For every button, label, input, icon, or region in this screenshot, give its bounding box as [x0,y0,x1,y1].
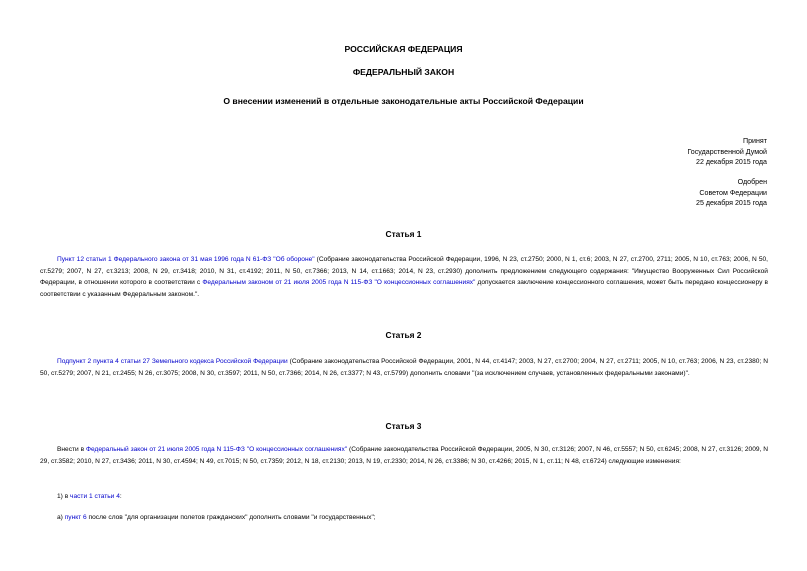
article-3-text-0: Внести в [57,446,86,453]
article-1-heading: Статья 1 [385,229,422,239]
article-3-paragraph [40,444,768,467]
item-a-suffix: после слов "для организации полетов гражданских" дополнить словами "и государственных"; [86,514,376,521]
amendment-item-a [57,512,376,524]
law-type-heading: ФЕДЕРАЛЬНЫЙ ЗАКОН [352,67,455,77]
article-2-text-1: (Собрание законодательства Российской Федерации, 2001, N 44, ст.4147; 2003, N 27, ст.2700; 2004, N 27, ст.2711; 2005, N 10, ст.763; 2006, N 23, ст.2380; N 50, ст.5279; 2007, N 21, ст.2455; N 26, ст.3075; 2008, N 30, ст.3597; 2011, N 50, ст.7366; 2014, N 26, ст.3377; N 43, ст.5799) дополнить словами "(за исключением случаев, установленных федеральными законами)". [40,358,768,377]
country-heading: РОССИЙСКАЯ ФЕДЕРАЦИЯ [344,44,463,54]
article-1-text-1: (Собрание законодательства Российской Федерации, 1996, N 23, ст.2750; 2000, N 1, ст.6; 2003, N 27, ст.2700, 2711; 2005, N 10, ст.763; 2006, N 50, ст.5279; 2007, N 27, ст.3213; 2008, N 29, ст.3418; 2010, N 31, ст.4192; 2011, N 50, ст.7366; 2013, N 14, ст.1663; 2014, N 23, ст.2930) дополнить предложением следующего содержания: "Имущество Вооруженных Сил Российской Федерации, в отношении которого в соответствии с [40,256,768,287]
concession-law-link-2[interactable]: Федеральный закон от 21 июля 2005 года N 115-ФЗ "О концессионных соглашениях" [85,446,348,453]
article-3-text-1: (Собрание законодательства Российской Федерации, 2005, N 30, ст.3126; 2007, N 46, ст.5557; N 50, ст.6245; 2008, N 27, ст.3126; 2009, N 29, ст.3582; 2010, N 27, ст.3436; 2011, N 30, ст.4594; N 49, ст.7015; N 50, ст.7359; 2012, N 18, ст.2130; 2013, N 19, ст.2330; 2014, N 26, ст.3386; N 30, ст.4266; 2015, N 1, ст.11; N 48, ст.6724) следующие изменения: [40,446,769,465]
defense-law-link[interactable]: Пункт 12 статьи 1 Федерального закона от 31 мая 1996 года N 61-ФЗ "Об обороне" [57,256,315,263]
concession-law-link[interactable]: Федеральным законом от 21 июля 2005 года N 115-ФЗ "О концессионных соглашениях" [202,279,476,287]
law-title: О внесении изменений в отдельные законодательные акты Российской Федерации [223,96,584,106]
article-1-text-2: допускается заключение концессионного соглашения, может быть передано концессионеру в соответствии с указанным Федеральным законом.". [40,279,768,298]
amendment-item-1 [57,491,122,503]
article-2-heading: Статья 2 [385,330,422,340]
approved-date: 25 декабря 2015 года [696,199,767,207]
adopted-label: Принят [742,137,767,145]
approval-block [567,177,767,209]
item-1-suffix: : [119,493,122,500]
adoption-block [567,136,767,168]
adopted-date: 22 декабря 2015 года [696,158,767,166]
item-a-prefix: а) [57,514,65,521]
land-code-link[interactable]: Подпункт 2 пункта 4 статьи 27 Земельного кодекса Российской Федерации [57,358,288,365]
clause-6-link[interactable]: пункт 6 [64,514,87,521]
approved-by: Советом Федерации [699,188,767,197]
adopted-by: Государственной Думой [687,147,767,156]
article-2-paragraph [40,356,768,379]
item-1-prefix: 1) в [57,493,71,500]
part-1-article-4-link[interactable]: части 1 статьи 4 [70,493,120,500]
approved-label: Одобрен [737,178,767,186]
article-1-paragraph [40,254,768,300]
article-3-heading: Статья 3 [385,421,422,431]
